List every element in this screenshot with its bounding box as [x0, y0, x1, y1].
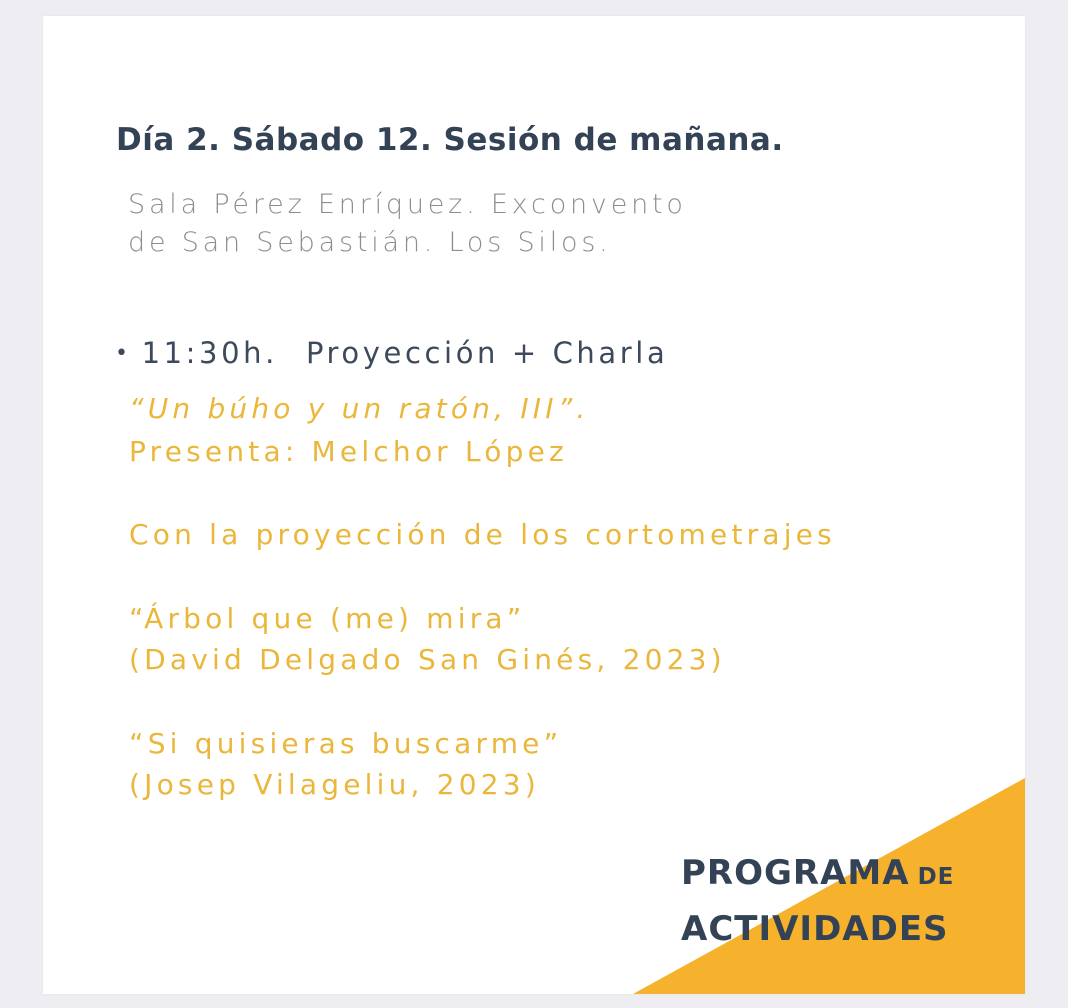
- program-card: [43, 16, 1025, 994]
- session-title: Día 2. Sábado 12. Sesión de mañana.: [116, 122, 784, 158]
- venue-address: [128, 186, 687, 262]
- short-title-2: “Si quisieras buscarme”: [129, 727, 563, 760]
- short-credit-2: (Josep Vilageliu, 2023): [129, 768, 540, 801]
- event-type: Proyección + Charla: [305, 336, 669, 370]
- event-header: [115, 336, 668, 370]
- venue-line-2: de San Sebastián. Los Silos.: [128, 227, 612, 258]
- venue-line-1: Sala Pérez Enríquez. Exconvento: [128, 189, 687, 220]
- program-logo-text: [681, 848, 954, 960]
- event-time: 11:30h.: [141, 336, 278, 370]
- short-credit-1: (David Delgado San Ginés, 2023): [129, 643, 726, 676]
- short-title-1: “Árbol que (me) mira”: [129, 602, 526, 635]
- presenter: Presenta: Melchor López: [129, 435, 568, 468]
- bullet-icon: •: [115, 341, 132, 366]
- film-title: “Un búho y un ratón, III”.: [129, 392, 590, 425]
- program-word-programa: PROGRAMA: [681, 853, 910, 893]
- shorts-intro: Con la proyección de los cortometrajes: [129, 518, 836, 551]
- program-word-actividades: ACTIVIDADES: [681, 909, 949, 949]
- program-word-de: DE: [917, 864, 955, 890]
